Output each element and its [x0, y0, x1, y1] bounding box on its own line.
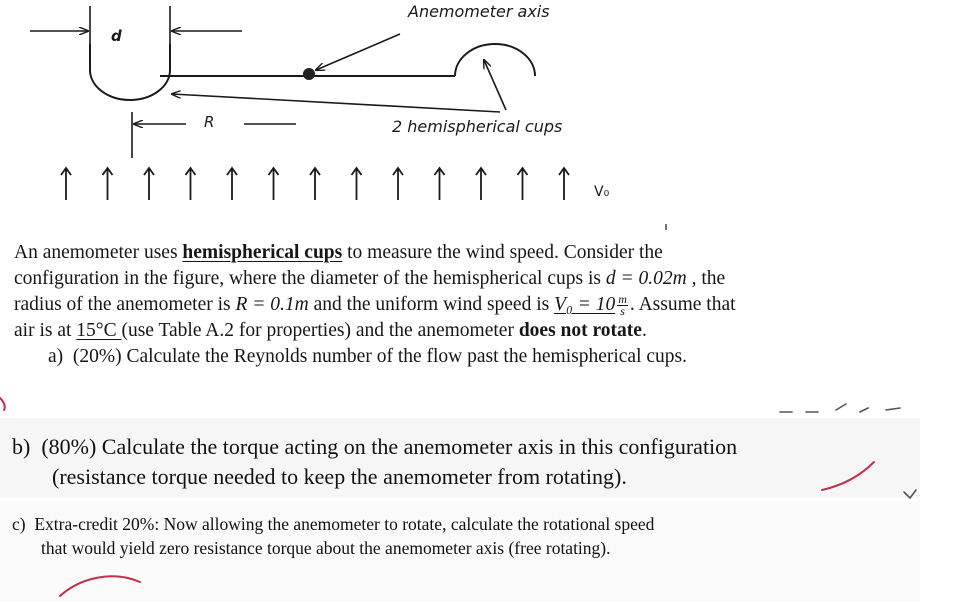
anemometer-axis-hub [303, 68, 315, 80]
right-cup-shape [455, 44, 535, 76]
part-b-line-1 [12, 432, 920, 462]
right-cup-pointer-arrow [484, 60, 506, 110]
problem-line-2 [14, 266, 964, 292]
part-b-line-2: (resistance torque needed to keep the anemometer from rotating). [52, 464, 627, 489]
left-cup-shape [90, 44, 170, 100]
text: An anemometer uses [14, 242, 183, 263]
red-edge-mark [0, 398, 5, 410]
part-b-text-1: (80%) Calculate the torque acting on the anemometer axis in this configuration [41, 434, 738, 459]
part-c-line-2: that would yield zero resistance torque about the anemometer axis (free rotating). [41, 538, 611, 558]
axis-pointer-arrow [316, 34, 400, 70]
text: . [641, 320, 647, 341]
text: , the [686, 268, 726, 289]
part-a-label: a) [48, 346, 64, 367]
left-cup-pointer-arrow [172, 94, 500, 112]
problem-statement [14, 240, 964, 410]
diameter-value: d = 0.02m [605, 268, 687, 289]
part-a [14, 344, 964, 370]
temperature-value: 15°C [76, 320, 122, 341]
text: to measure the wind speed. Consider the [342, 242, 663, 263]
problem-line-4 [14, 318, 964, 344]
part-c-label: c) [12, 514, 26, 534]
text: . Assume that [629, 294, 736, 315]
unit-fraction [617, 294, 628, 317]
label-anemometer-axis: Anemometer axis [408, 2, 550, 21]
text: and the uniform wind speed is [308, 294, 555, 315]
wind-arrows [61, 168, 569, 200]
part-c-text-1: Extra-credit 20%: Now allowing the anemometer to rotate, calculate the rotational speed [34, 514, 655, 534]
anemometer-diagram [0, 0, 966, 230]
unit-denominator: s [620, 304, 625, 319]
wind-speed-value: V₀ = 10 [554, 294, 616, 315]
text: radius of the anemometer is [14, 294, 236, 315]
part-a-text: (20%) Calculate the Reynolds number of the flow past the hemispherical cups. [72, 346, 687, 367]
text: air is at [14, 320, 77, 341]
unit-numerator: m [618, 292, 627, 307]
text: (use Table A.2 for properties) and the anemometer [121, 320, 519, 341]
emphasis-does-not-rotate: does not rotate [518, 320, 642, 341]
label-d: d [111, 27, 122, 45]
problem-line-1 [14, 240, 964, 266]
part-c-line-1 [12, 512, 920, 536]
label-hemispherical-cups: 2 hemispherical cups [392, 117, 563, 136]
emphasis-hemispherical-cups: hemispherical cups [182, 242, 343, 263]
anemometer-figure [0, 0, 966, 230]
label-v0: V₀ [594, 184, 610, 200]
part-c [0, 502, 920, 602]
label-R: R [204, 113, 215, 131]
part-b-label: b) [12, 434, 31, 459]
text: configuration in the figure, where the diameter of the hemispherical cups is [14, 268, 606, 289]
part-b [0, 418, 920, 498]
radius-value: R = 0.1m [235, 294, 309, 315]
problem-line-3 [14, 292, 964, 318]
